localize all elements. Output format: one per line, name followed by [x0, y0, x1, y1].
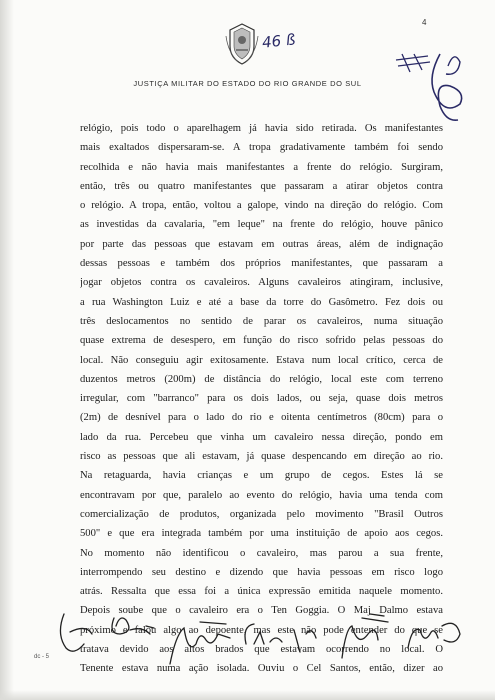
body-line: então, três ou quatro manifestantes que passaram a atirar objetos contra: [80, 180, 443, 192]
coat-of-arms-icon: [224, 22, 260, 66]
body-line: dessas pessoas e também dos próprios manifestantes, que passaram a: [80, 258, 443, 270]
institution-header: JUSTIÇA MILITAR DO ESTADO DO RIO GRANDE DO SUL: [133, 79, 362, 88]
body-line: No momento não identificou o cavaleiro, mas parou a sua frente,: [80, 547, 443, 559]
body-line: local. Não conseguiu agir exitosamente. Estava num local crítico, cerca de: [80, 354, 443, 366]
body-line: comercialização de produtos, organizada pelo movimento "Brasil Outros: [80, 508, 443, 520]
body-line: recolhida e não havia mais manifestantes a frente do relógio. Surgiram,: [80, 161, 443, 173]
signature-3: [170, 622, 230, 664]
handwritten-folio-note: 46 ß: [261, 30, 297, 52]
body-line: atrás. Ressalta que essa foi a única expressão emitida naquele momento.: [80, 586, 443, 598]
body-line: interrompendo seu destino e dizendo que havia pessoas em risco logo: [80, 566, 443, 578]
signature-1: [60, 614, 92, 651]
signature-5: [342, 614, 388, 658]
body-line: Depois soube que o cavaleiro era o Ten Goggia. O Maj Dalmo estava: [80, 605, 443, 617]
signature-2: [112, 618, 154, 634]
body-line: o relógio. A tropa, então, voltou a galope, vindo na direção do relógio. Com: [80, 200, 443, 212]
body-line: próximo e falou algo ao depoente, mas este não pode entender do que se: [80, 624, 443, 636]
body-line: por parte das pessoas que estavam em outras áreas, além de indignação: [80, 238, 443, 250]
footer-reference: dc - 5: [34, 654, 50, 660]
body-line: jogar objetos contra os cavaleiros. Alguns cavaleiros atingiram, inclusive,: [80, 277, 443, 289]
signature-4: [245, 624, 316, 652]
page-number: 4: [422, 18, 427, 27]
body-line: três deslocamentos no sentido de parar os cavaleiros, numa situação: [80, 315, 443, 327]
body-line: (2m) de desnível para o lado do rio e oitenta centímetros (80cm) para o: [80, 412, 443, 424]
body-line: a rua Washington Luiz e até a base da torre do Gasômetro. Fez dois ou: [80, 296, 443, 308]
document-body: [80, 119, 443, 679]
page-bottom-shadow: [0, 690, 495, 700]
body-line: risco as pessoas que ali estavam, já quase despencando em direção ao rio.: [80, 451, 443, 463]
body-line: lado da rua. Percebeu que vinha um cavaleiro nessa direção, pondo em: [80, 431, 443, 443]
body-line: encontravam por que, paralelo ao evento do relógio, havia uma tenda com: [80, 489, 443, 501]
body-line: tratava devido aos altos brados que estavam ocorrendo no local. O: [80, 644, 443, 656]
body-line: quase extrema de desespero, em função do risco sofrido pelas pessoas do: [80, 335, 443, 347]
signature-6: [408, 623, 460, 648]
body-line: Na retaguarda, havia crianças e um grupo de cegos. Estes lá se: [80, 470, 443, 482]
page-edge-shadow: [0, 0, 14, 700]
signatures-block: [50, 604, 470, 684]
body-line: 500" e que era integrada também por uma instituição de apoio aos cegos.: [80, 528, 443, 540]
body-line: irregular, com "barranco" para os dois lados, ou seja, quase dois metros: [80, 393, 443, 405]
body-line: mais exaltados dispersaram-se. A tropa gradativamente também foi sendo: [80, 142, 443, 154]
body-line: Tenente estava numa ação isolada. Ouviu o Cel Santos, então, dizer ao: [80, 663, 443, 675]
body-line: as investidas da cavalaria, "em leque" na frente do relógio, houve pânico: [80, 219, 443, 231]
body-line: duzentos metros (200m) de distância do relógio, local este com terreno: [80, 373, 443, 385]
body-line: relógio, pois todo o aparelhagem já havia sido retirada. Os manifestantes: [80, 123, 443, 134]
